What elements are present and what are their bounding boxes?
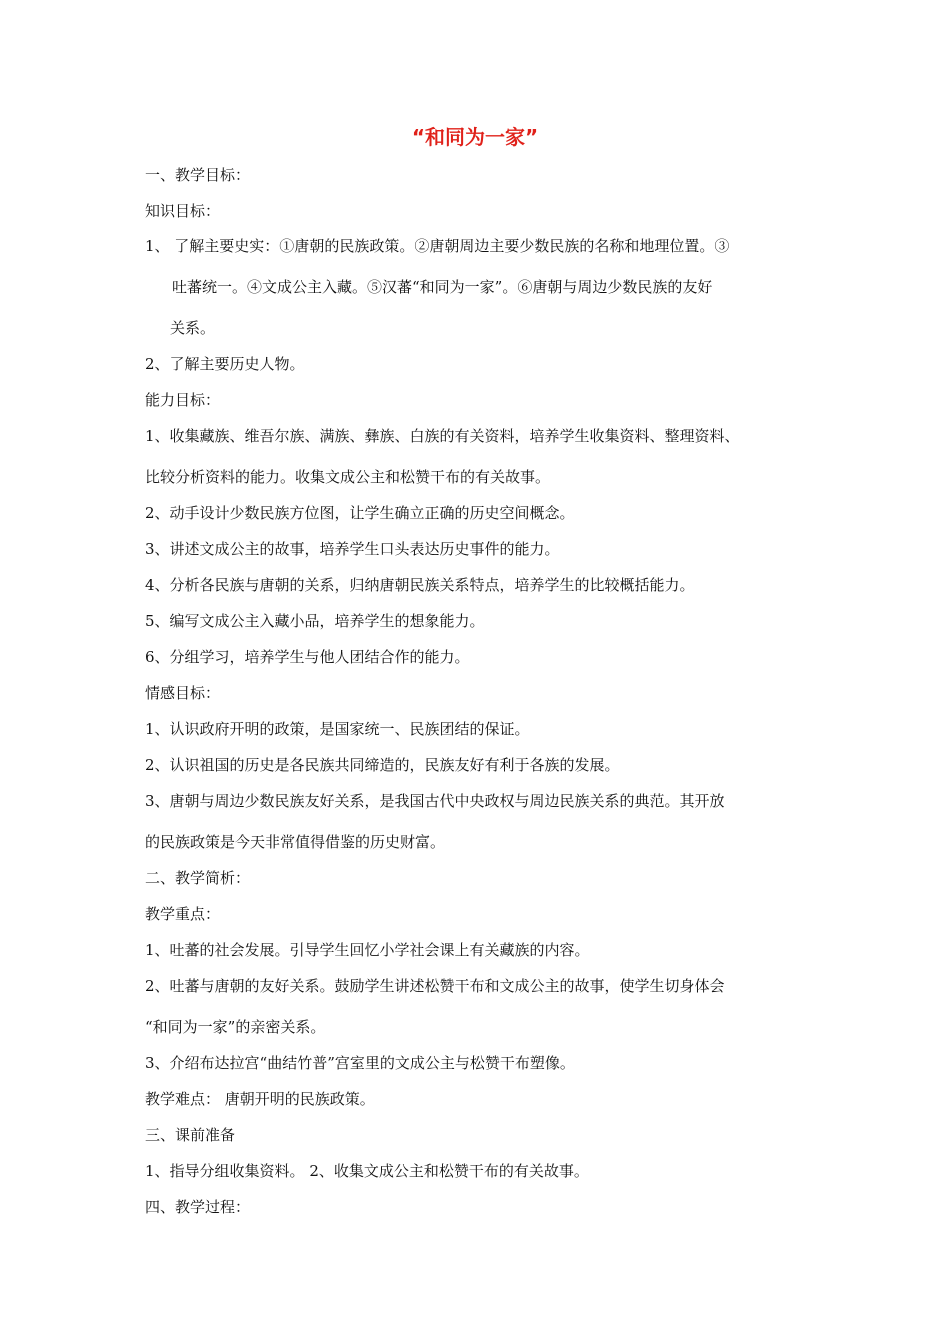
ability-item-6: 6、分组学习，培养学生与他人团结合作的能力。 (145, 648, 470, 666)
emotion-item-3: 3、唐朝与周边少数民族友好关系，是我国古代中央政权与周边民族关系的典范。其开放 (145, 792, 725, 810)
ability-item-4: 4、分析各民族与唐朝的关系，归纳唐朝民族关系特点，培养学生的比较概括能力。 (145, 576, 695, 594)
ability-item-2: 2、动手设计少数民族方位图，让学生确立正确的历史空间概念。 (145, 504, 575, 522)
ability-item-5: 5、编写文成公主入藏小品，培养学生的想象能力。 (145, 612, 485, 630)
emotion-item-3-cont: 的民族政策是今天非常值得借鉴的历史财富。 (145, 833, 446, 851)
emotion-item-1: 1、认识政府开明的政策，是国家统一、民族团结的保证。 (145, 720, 530, 738)
knowledge-item-1-cont: 吐蕃统一。④文成公主入藏。⑤汉蕃“和同为一家”。⑥唐朝与周边少数民族的友好 (172, 278, 713, 296)
subheading-key-points: 教学重点： (145, 905, 221, 923)
ability-item-1-cont: 比较分析资料的能力。收集文成公主和松赞干布的有关故事。 (145, 468, 551, 486)
document-title: “和同为一家” (411, 125, 539, 149)
section-heading-objectives: 一、教学目标： (145, 166, 251, 184)
knowledge-item-1-cont2: 关系。 (170, 319, 216, 337)
ability-item-1: 1、收集藏族、维吾尔族、满族、彝族、白族的有关资料，培养学生收集资料、整理资料、 (145, 427, 740, 445)
knowledge-item-2: 2、了解主要历史人物。 (145, 355, 305, 373)
key-point-2-cont: “和同为一家”的亲密关系。 (145, 1018, 326, 1036)
key-point-2: 2、吐蕃与唐朝的友好关系。鼓励学生讲述松赞干布和文成公主的故事，使学生切身体会 (145, 977, 725, 995)
subheading-emotion: 情感目标： (145, 684, 221, 702)
subheading-knowledge: 知识目标： (145, 202, 221, 220)
key-point-3: 3、介绍布达拉宫“曲结竹普”宫室里的文成公主与松赞干布塑像。 (145, 1054, 575, 1072)
ability-item-3: 3、讲述文成公主的故事，培养学生口头表达历史事件的能力。 (145, 540, 560, 558)
section-heading-preparation: 三、课前准备 (145, 1126, 236, 1144)
subheading-ability: 能力目标： (145, 391, 221, 409)
section-heading-analysis: 二、教学简析： (145, 869, 251, 887)
difficulty-line: 教学难点： 唐朝开明的民族政策。 (145, 1090, 375, 1108)
preparation-items: 1、指导分组收集资料。 2、收集文成公主和松赞干布的有关故事。 (145, 1162, 589, 1180)
key-point-1: 1、吐蕃的社会发展。引导学生回忆小学社会课上有关藏族的内容。 (145, 941, 590, 959)
section-heading-process: 四、教学过程： (145, 1198, 251, 1216)
knowledge-item-1: 1、 了解主要史实：①唐朝的民族政策。②唐朝周边主要少数民族的名称和地理位置。③ (145, 237, 730, 255)
emotion-item-2: 2、认识祖国的历史是各民族共同缔造的，民族友好有利于各族的发展。 (145, 756, 620, 774)
